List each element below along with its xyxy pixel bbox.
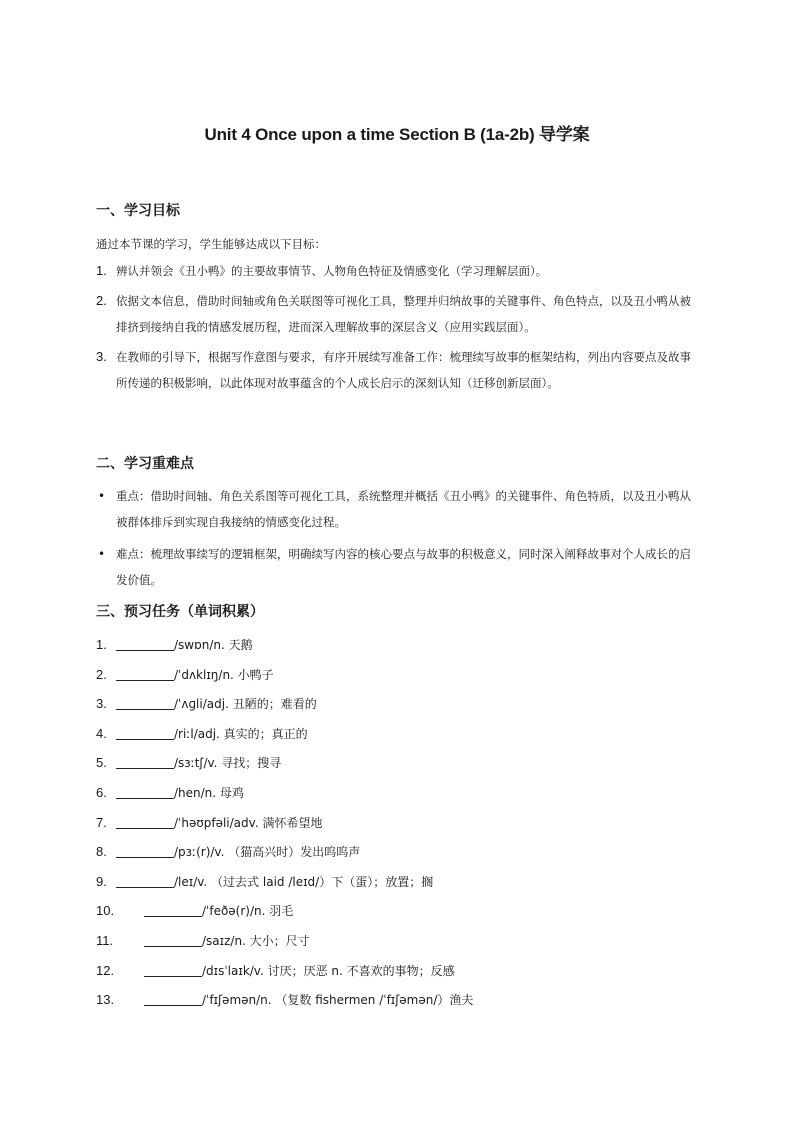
vocab-definition: /ˈfɪʃəmən/n. （复数 fishermen /ˈfɪʃəmən/）渔夫 — [202, 993, 474, 1008]
objectives-list — [96, 258, 696, 396]
bullet-icon: • — [98, 489, 106, 503]
section-heading-preview: 三、预习任务（单词积累） — [96, 604, 264, 620]
item-number: 9. — [96, 873, 107, 889]
key-points-list — [96, 483, 696, 599]
item-number: 1. — [96, 263, 107, 278]
vocab-definition: /hen/n. 母鸡 — [174, 785, 244, 800]
answer-blank[interactable] — [116, 649, 174, 651]
item-text: 重点：借助时间轴、角色关系图等可视化工具，系统整理并概括《丑小鸭》的关键事件、角色特质，以及丑小鸭从被群体排斥到实现自我接纳的情感变化过程。 — [116, 489, 691, 529]
item-text: 依据文本信息，借助时间轴或角色关联图等可视化工具，整理并归纳故事的关键事件、角色特点，以及丑小鸭从被排挤到接纳自我的情感发展历程，进而深入理解故事的深层含义（应用实践层面）。 — [116, 294, 691, 334]
list-item — [96, 288, 696, 340]
vocab-item — [96, 956, 716, 986]
answer-blank[interactable] — [116, 679, 174, 681]
item-number: 1. — [96, 637, 107, 652]
vocab-definition: /sɜːtʃ/v. 寻找；搜寻 — [174, 756, 282, 771]
vocab-definition: /saɪz/n. 大小；尺寸 — [202, 933, 310, 948]
vocab-definition: /pɜː(r)/v. （猫高兴时）发出呜呜声 — [174, 845, 361, 860]
objectives-intro: 通过本节课的学习，学生能够达成以下目标： — [96, 237, 326, 251]
vocab-item — [96, 748, 716, 778]
vocab-item — [96, 689, 716, 719]
item-text: 难点：梳理故事续写的逻辑框架，明确续写内容的核心要点与故事的积极意义，同时深入阐释故事对个人成长的启发价值。 — [116, 547, 691, 587]
list-item — [96, 483, 696, 535]
vocab-item — [96, 926, 716, 956]
section-heading-key-points: 二、学习重难点 — [96, 456, 194, 472]
vocab-item — [96, 660, 716, 690]
item-number: 13. — [96, 992, 115, 1008]
vocab-definition: /dɪsˈlaɪk/v. 讨厌；厌恶 n. 不喜欢的事物；反感 — [202, 963, 455, 978]
vocab-definition: /riːl/adj. 真实的；真正的 — [174, 726, 308, 741]
item-number: 2. — [96, 293, 107, 308]
bullet-icon: • — [98, 547, 106, 561]
item-number: 8. — [96, 844, 107, 860]
page-title: Unit 4 Once upon a time Section B (1a-2b) 导学案 — [204, 125, 590, 144]
answer-blank[interactable] — [116, 767, 174, 769]
answer-blank[interactable] — [116, 708, 174, 710]
item-number: 5. — [96, 755, 107, 771]
item-number: 4. — [96, 725, 107, 741]
vocab-item — [96, 808, 716, 838]
item-number: 11. — [96, 932, 114, 948]
answer-blank[interactable] — [144, 1004, 202, 1006]
list-item — [96, 344, 696, 396]
vocab-item — [96, 778, 716, 808]
answer-blank[interactable] — [116, 886, 174, 888]
section-heading-objectives: 一、学习目标 — [96, 203, 180, 219]
vocab-definition: /ˈhəʊpfəli/adv. 满怀希望地 — [174, 815, 323, 830]
item-number: 7. — [96, 814, 107, 830]
list-item — [96, 541, 696, 593]
item-text: 在教师的引导下，根据写作意图与要求，有序开展续写准备工作：梳理续写故事的框架结构，列出内容要点及故事所传递的积极影响，以此体现对故事蕴含的个人成长启示的深刻认知（迁移创新层面）。 — [116, 350, 691, 390]
answer-blank[interactable] — [144, 915, 202, 917]
answer-blank[interactable] — [116, 797, 174, 799]
answer-blank[interactable] — [116, 738, 174, 740]
item-number: 10. — [96, 903, 115, 919]
vocab-definition: /ˈdʌklɪŋ/n. 小鸭子 — [174, 667, 274, 682]
vocab-definition: /ˈfeðə(r)/n. 羽毛 — [202, 904, 294, 919]
answer-blank[interactable] — [144, 975, 202, 977]
vocab-item — [96, 867, 716, 897]
vocab-item — [96, 719, 716, 749]
item-number: 3. — [96, 349, 107, 364]
list-item — [96, 258, 696, 284]
vocab-item — [96, 837, 716, 867]
item-number: 2. — [96, 666, 107, 682]
item-text: 辨认并领会《丑小鸭》的主要故事情节、人物角色特征及情感变化（学习理解层面）。 — [116, 264, 548, 278]
answer-blank[interactable] — [144, 945, 202, 947]
answer-blank[interactable] — [116, 856, 174, 858]
vocab-item — [96, 985, 716, 1015]
vocab-item — [96, 896, 716, 926]
vocab-item — [96, 630, 716, 660]
item-number: 6. — [96, 784, 107, 800]
vocab-definition: /ˈʌɡli/adj. 丑陋的；难看的 — [174, 697, 317, 712]
vocab-list — [96, 630, 716, 1015]
item-number: 3. — [96, 696, 107, 712]
answer-blank[interactable] — [116, 827, 174, 829]
vocab-definition: /leɪ/v. （过去式 laid /leɪd/）下（蛋）；放置；搁 — [174, 874, 434, 889]
item-number: 12. — [96, 962, 115, 978]
vocab-definition: /swɒn/n. 天鹅 — [174, 638, 253, 652]
